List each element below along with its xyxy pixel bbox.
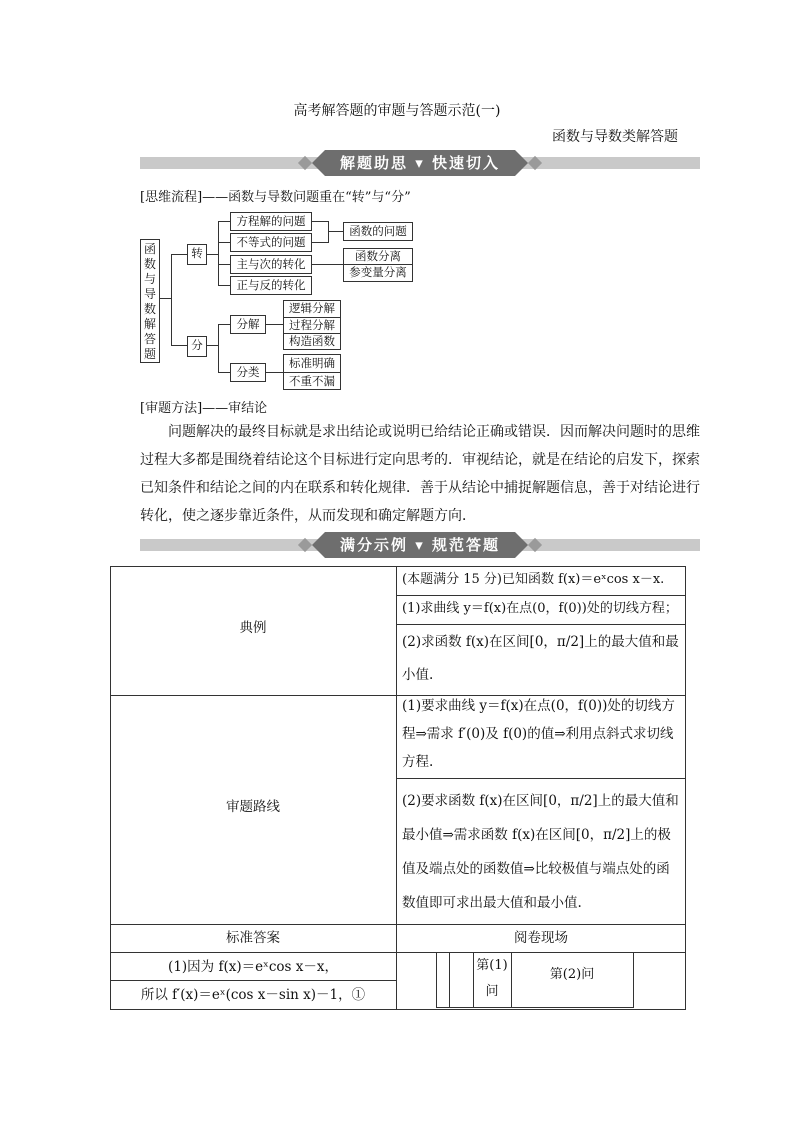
example-question-2: (2)求函数 f(x)在区间[0，π/2]上的最大值和最小值. <box>402 634 679 683</box>
classify-items-box <box>283 354 341 390</box>
grading-header: 阅卷现场 <box>514 930 568 946</box>
thinking-heading: [思维流程]——函数与导数问题重在“转”与“分” <box>140 190 411 205</box>
diagram-root-box: 函数与导数解答题 <box>140 239 160 363</box>
classify-box: 分类 <box>230 363 266 382</box>
convert-item-main-minor: 主与次的转化 <box>230 255 312 274</box>
decompose-item: 逻辑分解 <box>289 301 335 315</box>
banner-label: 满分示例 ▾ 规范答题 <box>325 532 515 558</box>
separation-line-1: 函数分离 <box>355 249 401 263</box>
route-label: 审题路线 <box>226 799 280 815</box>
diagram-fen-box: 分 <box>187 336 207 357</box>
section-banner-example <box>140 530 700 560</box>
separation-box <box>343 248 413 282</box>
document-subtitle: 函数与导数类解答题 <box>552 129 678 145</box>
decompose-item: 构造函数 <box>284 333 340 350</box>
section-banner-thinking <box>140 148 700 178</box>
answer-line-2: 所以 f′(x)＝eˣ(cos x－sin x)－1，① <box>140 987 366 1003</box>
convert-item-inequality: 不等式的问题 <box>230 233 312 252</box>
route-step-1: (1)要求曲线 y＝f(x)在点(0，f(0))处的切线方程⇒需求 f′(0)及 f(0)的值⇒利用点斜式求切线方程. <box>402 698 675 770</box>
method-paragraph <box>140 418 700 530</box>
classify-item: 标准明确 <box>289 356 335 370</box>
route-step-2: (2)要求函数 f(x)在区间[0，π/2]上的最大值和最小值⇒需求函数 f(x)在区间[0，π/2]上的极值及端点处的函数值⇒比较极值与端点处的函数值即可求出最大值和最小值. <box>402 793 679 911</box>
method-paragraph-text: 问题解决的最终目标就是求出结论或说明已给结论正确或错误．因而解决问题时的思维过程大多都是围绕着结论这个目标进行定向思考的．审视结论，就是在结论的启发下，探索已知条件和结论之间的内在联系和转化规律．善于从结论中捕捉解题信息，善于对结论进行转化，使之逐步靠近条件，从而发现和确定解题方向． <box>140 424 700 524</box>
classify-item: 不重不漏 <box>284 372 340 390</box>
grading-col-q1: 第(1)问 <box>476 958 508 999</box>
thinking-flow-diagram <box>140 208 440 393</box>
diagram-zhuan-box: 转 <box>187 244 207 265</box>
document-title: 高考解答题的审题与答题示范(一) <box>293 103 501 119</box>
grading-subtable <box>436 953 634 1008</box>
decompose-items-box <box>283 300 341 350</box>
decompose-item: 过程分解 <box>284 317 340 334</box>
decompose-box: 分解 <box>230 315 266 334</box>
example-table <box>110 566 686 1010</box>
standard-answer-header: 标准答案 <box>226 930 280 946</box>
example-condition: (本题满分 15 分)已知函数 f(x)＝eˣcos x－x. <box>402 572 665 587</box>
separation-line-2: 参变量分离 <box>344 264 412 280</box>
example-label: 典例 <box>239 620 267 636</box>
banner-label: 解题助思 ▾ 快速切入 <box>325 150 515 176</box>
example-question-1: (1)求曲线 y＝f(x)在点(0，f(0))处的切线方程； <box>402 601 678 616</box>
answer-line-1: (1)因为 f(x)＝eˣcos x－x， <box>168 959 338 975</box>
convert-item-equation: 方程解的问题 <box>230 212 312 231</box>
method-heading: [审题方法]——审结论 <box>140 401 268 416</box>
convert-item-positive-negative: 正与反的转化 <box>230 276 312 295</box>
function-problem-box: 函数的问题 <box>343 222 413 241</box>
grading-col-q2: 第(2)问 <box>549 967 595 982</box>
